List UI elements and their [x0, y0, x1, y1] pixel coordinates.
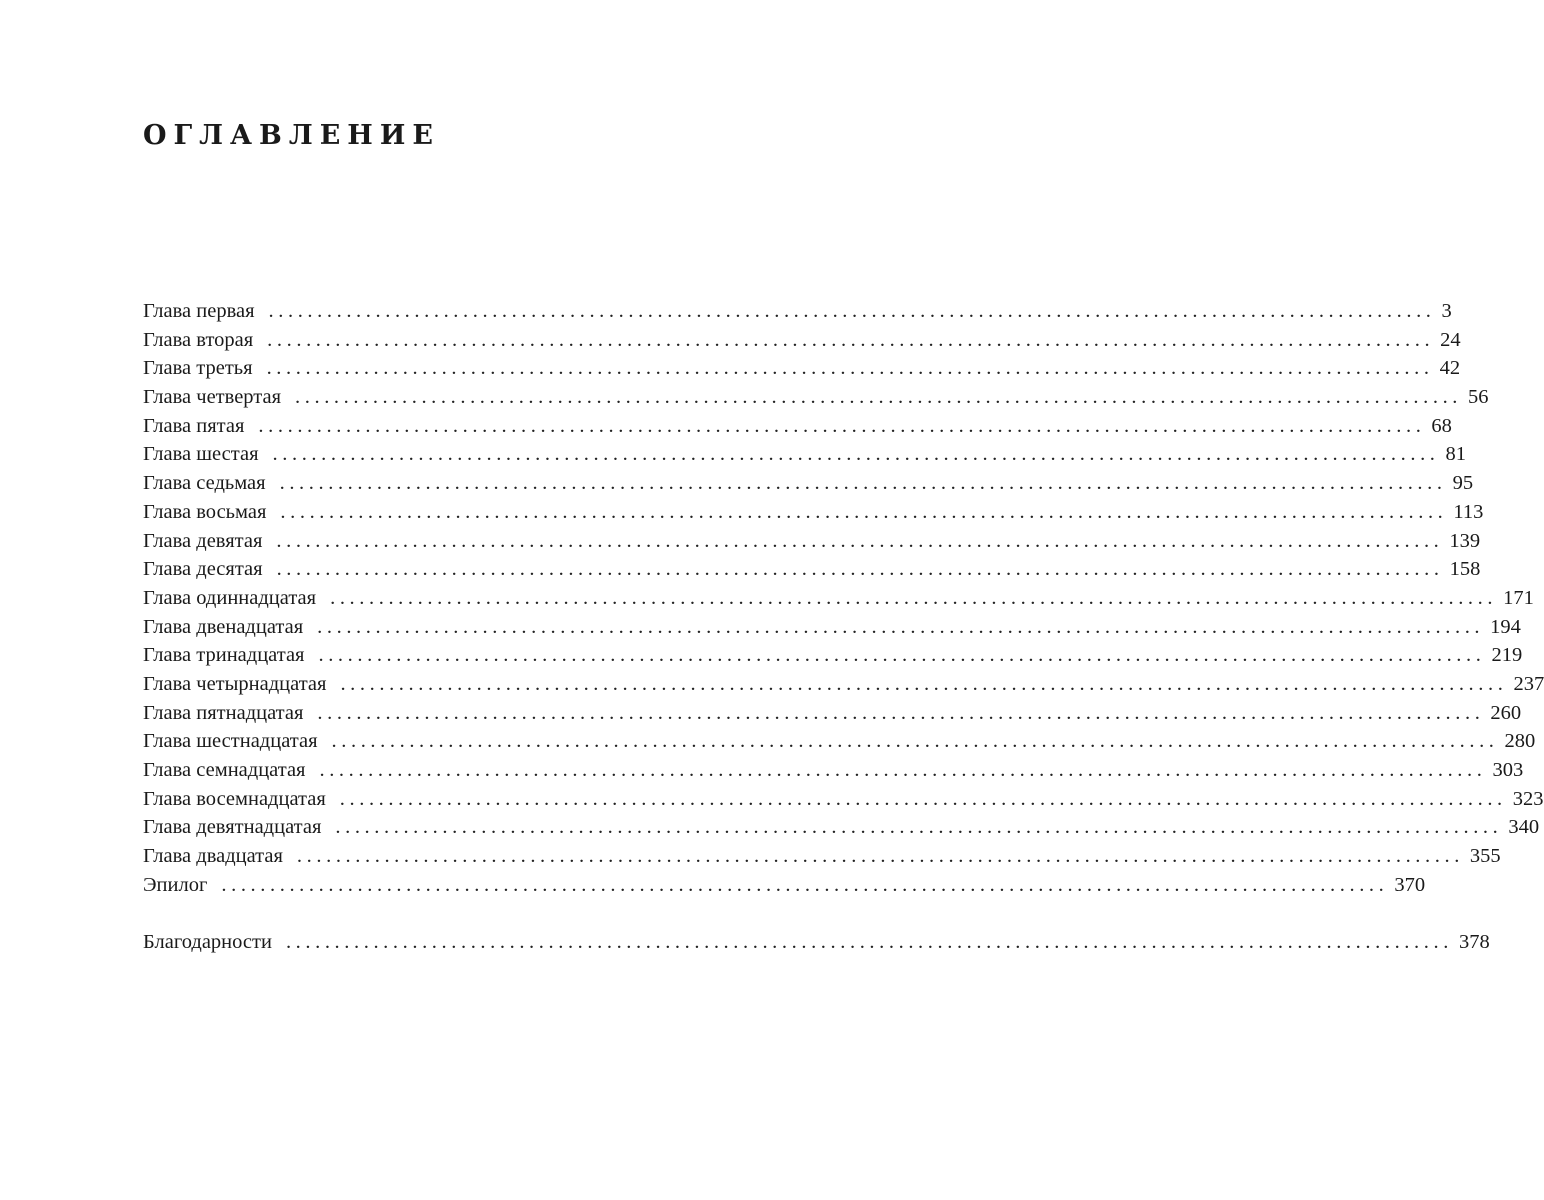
toc-entry-page: 3	[1441, 300, 1452, 322]
toc-entry-label: Глава четвертая	[143, 386, 282, 409]
toc-entry-label: Глава седьмая	[143, 472, 266, 495]
toc-entry-label: Глава шестнадцатая	[143, 730, 318, 753]
dot-leader: ........................................................................................................................	[267, 328, 1435, 351]
toc-entry-label: Глава шестая	[143, 443, 259, 466]
toc-entry	[143, 727, 1536, 756]
toc-entry-label: Глава восемнадцатая	[143, 787, 326, 810]
toc-entry-page: 56	[1468, 386, 1489, 409]
toc-entry-label: Глава девятая	[143, 529, 263, 552]
toc-entry-page: 24	[1440, 328, 1461, 351]
toc-entry	[143, 354, 1461, 383]
toc-entry-label: Глава одиннадцатая	[143, 586, 317, 609]
dot-leader: ........................................................................................................................	[331, 730, 1499, 753]
toc-entry-page: 237	[1513, 672, 1544, 695]
toc-entry	[143, 469, 1474, 498]
toc-entry-page: 81	[1445, 443, 1467, 466]
toc-entry	[143, 813, 1540, 842]
dot-leader: ........................................................................................................................	[319, 759, 1487, 781]
toc-entry-page: 219	[1491, 644, 1523, 667]
toc-entry-page: 194	[1490, 615, 1521, 638]
toc-entry	[143, 440, 1467, 469]
toc-entry-epilogue	[143, 871, 1426, 900]
dot-leader: ........................................................................................................................	[285, 931, 1453, 954]
toc-entry	[143, 555, 1481, 584]
toc-entry	[143, 756, 1524, 785]
dot-leader: ........................................................................................................................	[266, 357, 1434, 380]
toc-entry-label: Глава пятнадцатая	[143, 701, 304, 724]
toc-entry-page: 370	[1394, 873, 1426, 896]
toc-entry	[143, 412, 1452, 441]
toc-entry	[143, 498, 1484, 527]
toc-entry-page: 280	[1504, 730, 1536, 753]
toc-entry-label: Глава пятая	[143, 414, 245, 437]
dot-leader: ........................................................................................................................	[268, 300, 1436, 322]
toc-entry	[143, 785, 1544, 814]
toc-entry	[143, 326, 1461, 355]
toc-entry	[143, 584, 1534, 613]
toc-entry-acknowledgements	[143, 928, 1490, 957]
toc-entry-page: 139	[1449, 529, 1481, 552]
toc-entry-page: 355	[1469, 845, 1501, 868]
toc-entry	[143, 383, 1489, 412]
toc-entry-label: Глава семнадцатая	[143, 759, 306, 781]
toc-entry-label: Глава восьмая	[143, 500, 267, 523]
toc-entry-page: 95	[1452, 472, 1474, 495]
dot-leader: ........................................................................................................................	[279, 472, 1447, 495]
toc-entry-page: 113	[1453, 500, 1484, 523]
toc-entry	[143, 699, 1522, 728]
dot-leader: ........................................................................................................................	[296, 845, 1464, 868]
toc-entry-page: 171	[1503, 586, 1534, 609]
dot-leader: ........................................................................................................................	[258, 414, 1426, 437]
table-of-contents	[143, 297, 1544, 957]
toc-entry-label: Глава двадцатая	[143, 845, 283, 868]
toc-entry-label: Глава десятая	[143, 558, 263, 581]
dot-leader: ........................................................................................................................	[295, 386, 1463, 409]
toc-entry	[143, 527, 1481, 556]
dot-leader: ........................................................................................................................	[339, 787, 1507, 810]
toc-entry-page: 378	[1458, 931, 1490, 954]
dot-leader: ........................................................................................................................	[335, 816, 1503, 839]
toc-entry-label: Глава девятнадцатая	[143, 816, 322, 839]
toc-entry-page: 158	[1449, 558, 1481, 581]
toc-entry-page: 340	[1508, 816, 1540, 839]
dot-leader: ........................................................................................................................	[340, 672, 1508, 695]
toc-entry-label: Глава третья	[143, 357, 253, 380]
toc-entry-page: 323	[1512, 787, 1544, 810]
toc-entry-label: Эпилог	[143, 873, 208, 896]
toc-entry-label: Глава тринадцатая	[143, 644, 305, 667]
dot-leader: ........................................................................................................................	[280, 500, 1448, 523]
toc-entry-page: 68	[1431, 414, 1452, 437]
page-title: ОГЛАВЛЕНИЕ	[143, 120, 440, 151]
toc-entry-label: Глава четырнадцатая	[143, 672, 327, 695]
toc-entry-label: Глава первая	[143, 300, 255, 322]
toc-entry	[143, 670, 1544, 699]
dot-leader: ........................................................................................................................	[317, 615, 1485, 638]
toc-entry	[143, 613, 1521, 642]
dot-leader: ........................................................................................................................	[318, 644, 1486, 667]
toc-entry	[143, 842, 1501, 871]
toc-entry-page: 260	[1490, 701, 1522, 724]
toc-entry-page: 42	[1439, 357, 1461, 380]
toc-entry-label: Глава двенадцатая	[143, 615, 304, 638]
dot-leader: ........................................................................................................................	[276, 558, 1444, 581]
dot-leader: ........................................................................................................................	[272, 443, 1440, 466]
toc-entry	[143, 641, 1523, 670]
dot-leader: ........................................................................................................................	[317, 701, 1485, 724]
dot-leader: ........................................................................................................................	[221, 873, 1389, 896]
toc-entry	[143, 297, 1452, 326]
dot-leader: ........................................................................................................................	[276, 529, 1444, 552]
toc-entry-label: Благодарности	[143, 931, 272, 954]
dot-leader: ........................................................................................................................	[330, 586, 1498, 609]
toc-entry-label: Глава вторая	[143, 328, 254, 351]
toc-entry-page: 303	[1492, 759, 1524, 781]
